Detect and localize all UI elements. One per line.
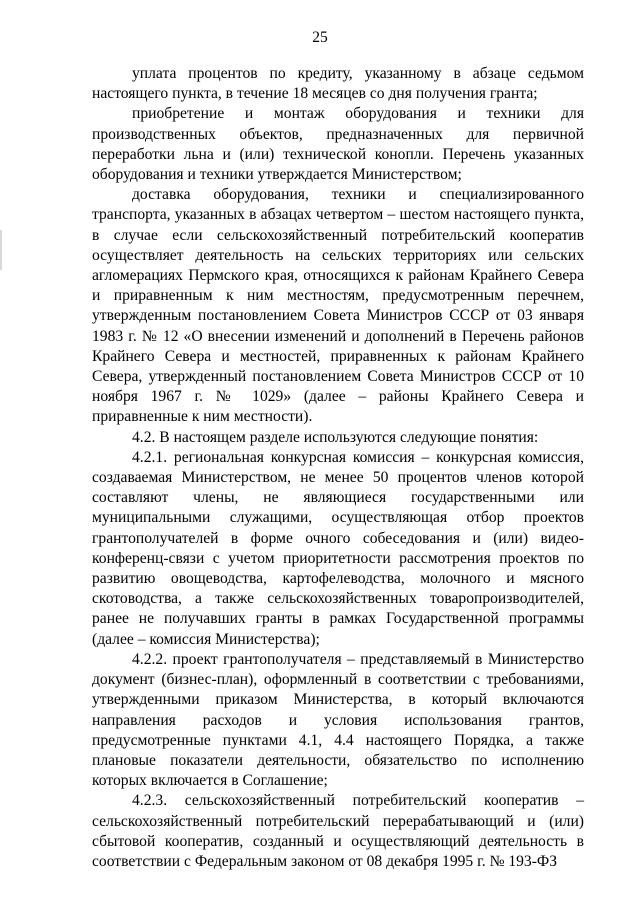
scan-edge-mark [0,230,2,270]
paragraph-4-2-2-project: 4.2.2. проект грантополучателя – представляемый в Министерство документ (бизнес-план), оформленный в соответствии с требованиями, утвержденными приказом Министерства, в который включаются направления расходов и условия использования грантов, предусмотренные пунктами 4.1, 4.4 настоящего Порядка, а также плановые показатели деятельности, обязательство по исполнению которых включается в Соглашение; [92,650,584,790]
document-body [92,64,584,872]
paragraph-4-2-1-commission: 4.2.1. региональная конкурсная комиссия – конкурсная комиссия, создаваемая Министерством, не менее 50 процентов членов которой составляют члены, не являющиеся государственными или муниципальными служащими, осуществляющая отбор проектов грантополучателей в форме очного собеседования и (или) видео-конференц-связи с учетом приоритетности рассмотрения проектов по развитию овощеводства, картофелеводства, молочного и мясного скотоводства, а также сельскохозяйственных товаропроизводителей, ранее не получавших гранты в рамках Государственной программы (далее – комиссия Министерства); [92,448,584,648]
paragraph-delivery-far-north: доставка оборудования, техники и специализированного транспорта, указанных в абзацах четвертом – шестом настоящего пункта, в случае если сельскохозяйственный потребительский кооператив осуществляет деятельность на сельских территориях или сельских агломерациях Пермского края, относящихся к районам Крайнего Севера и приравненным к ним местностям, предусмотренным перечнем, утвержденным постановлением Совета Министров СССР от 03 января 1983 г. № 12 «О внесении изменений и дополнений в Перечень районов Крайнего Севера и местностей, приравненных к районам Крайнего Севера, утвержденный постановлением Совета Министров СССР от 10 ноября 1967 г. № 1029» (далее – районы Крайнего Севера и приравненные к ним местности). [92,186,584,426]
page-number: 25 [312,29,328,46]
paragraph-equipment-purchase: приобретение и монтаж оборудования и техники для производственных объектов, предназначенных для первичной переработки льна и (или) технической конопли. Перечень указанных оборудования и техники утверждается Министерством; [92,105,584,184]
paragraph-interest-payment: уплата процентов по кредиту, указанному в абзаце седьмом настоящего пункта, в течение 18 месяцев со дня получения гранта; [92,65,584,103]
paragraph-section-4-2: 4.2. В настоящем разделе используются следующие понятия: [132,428,539,446]
paragraph-4-2-3-cooperative: 4.2.3. сельскохозяйственный потребительский кооператив – сельскохозяйственный потребительский перерабатывающий и (или) сбытовой кооператив, созданный и осуществляющий деятельность в соответствии с Федеральным законом от 08 декабря 1995 г. № 193-ФЗ [92,792,584,870]
